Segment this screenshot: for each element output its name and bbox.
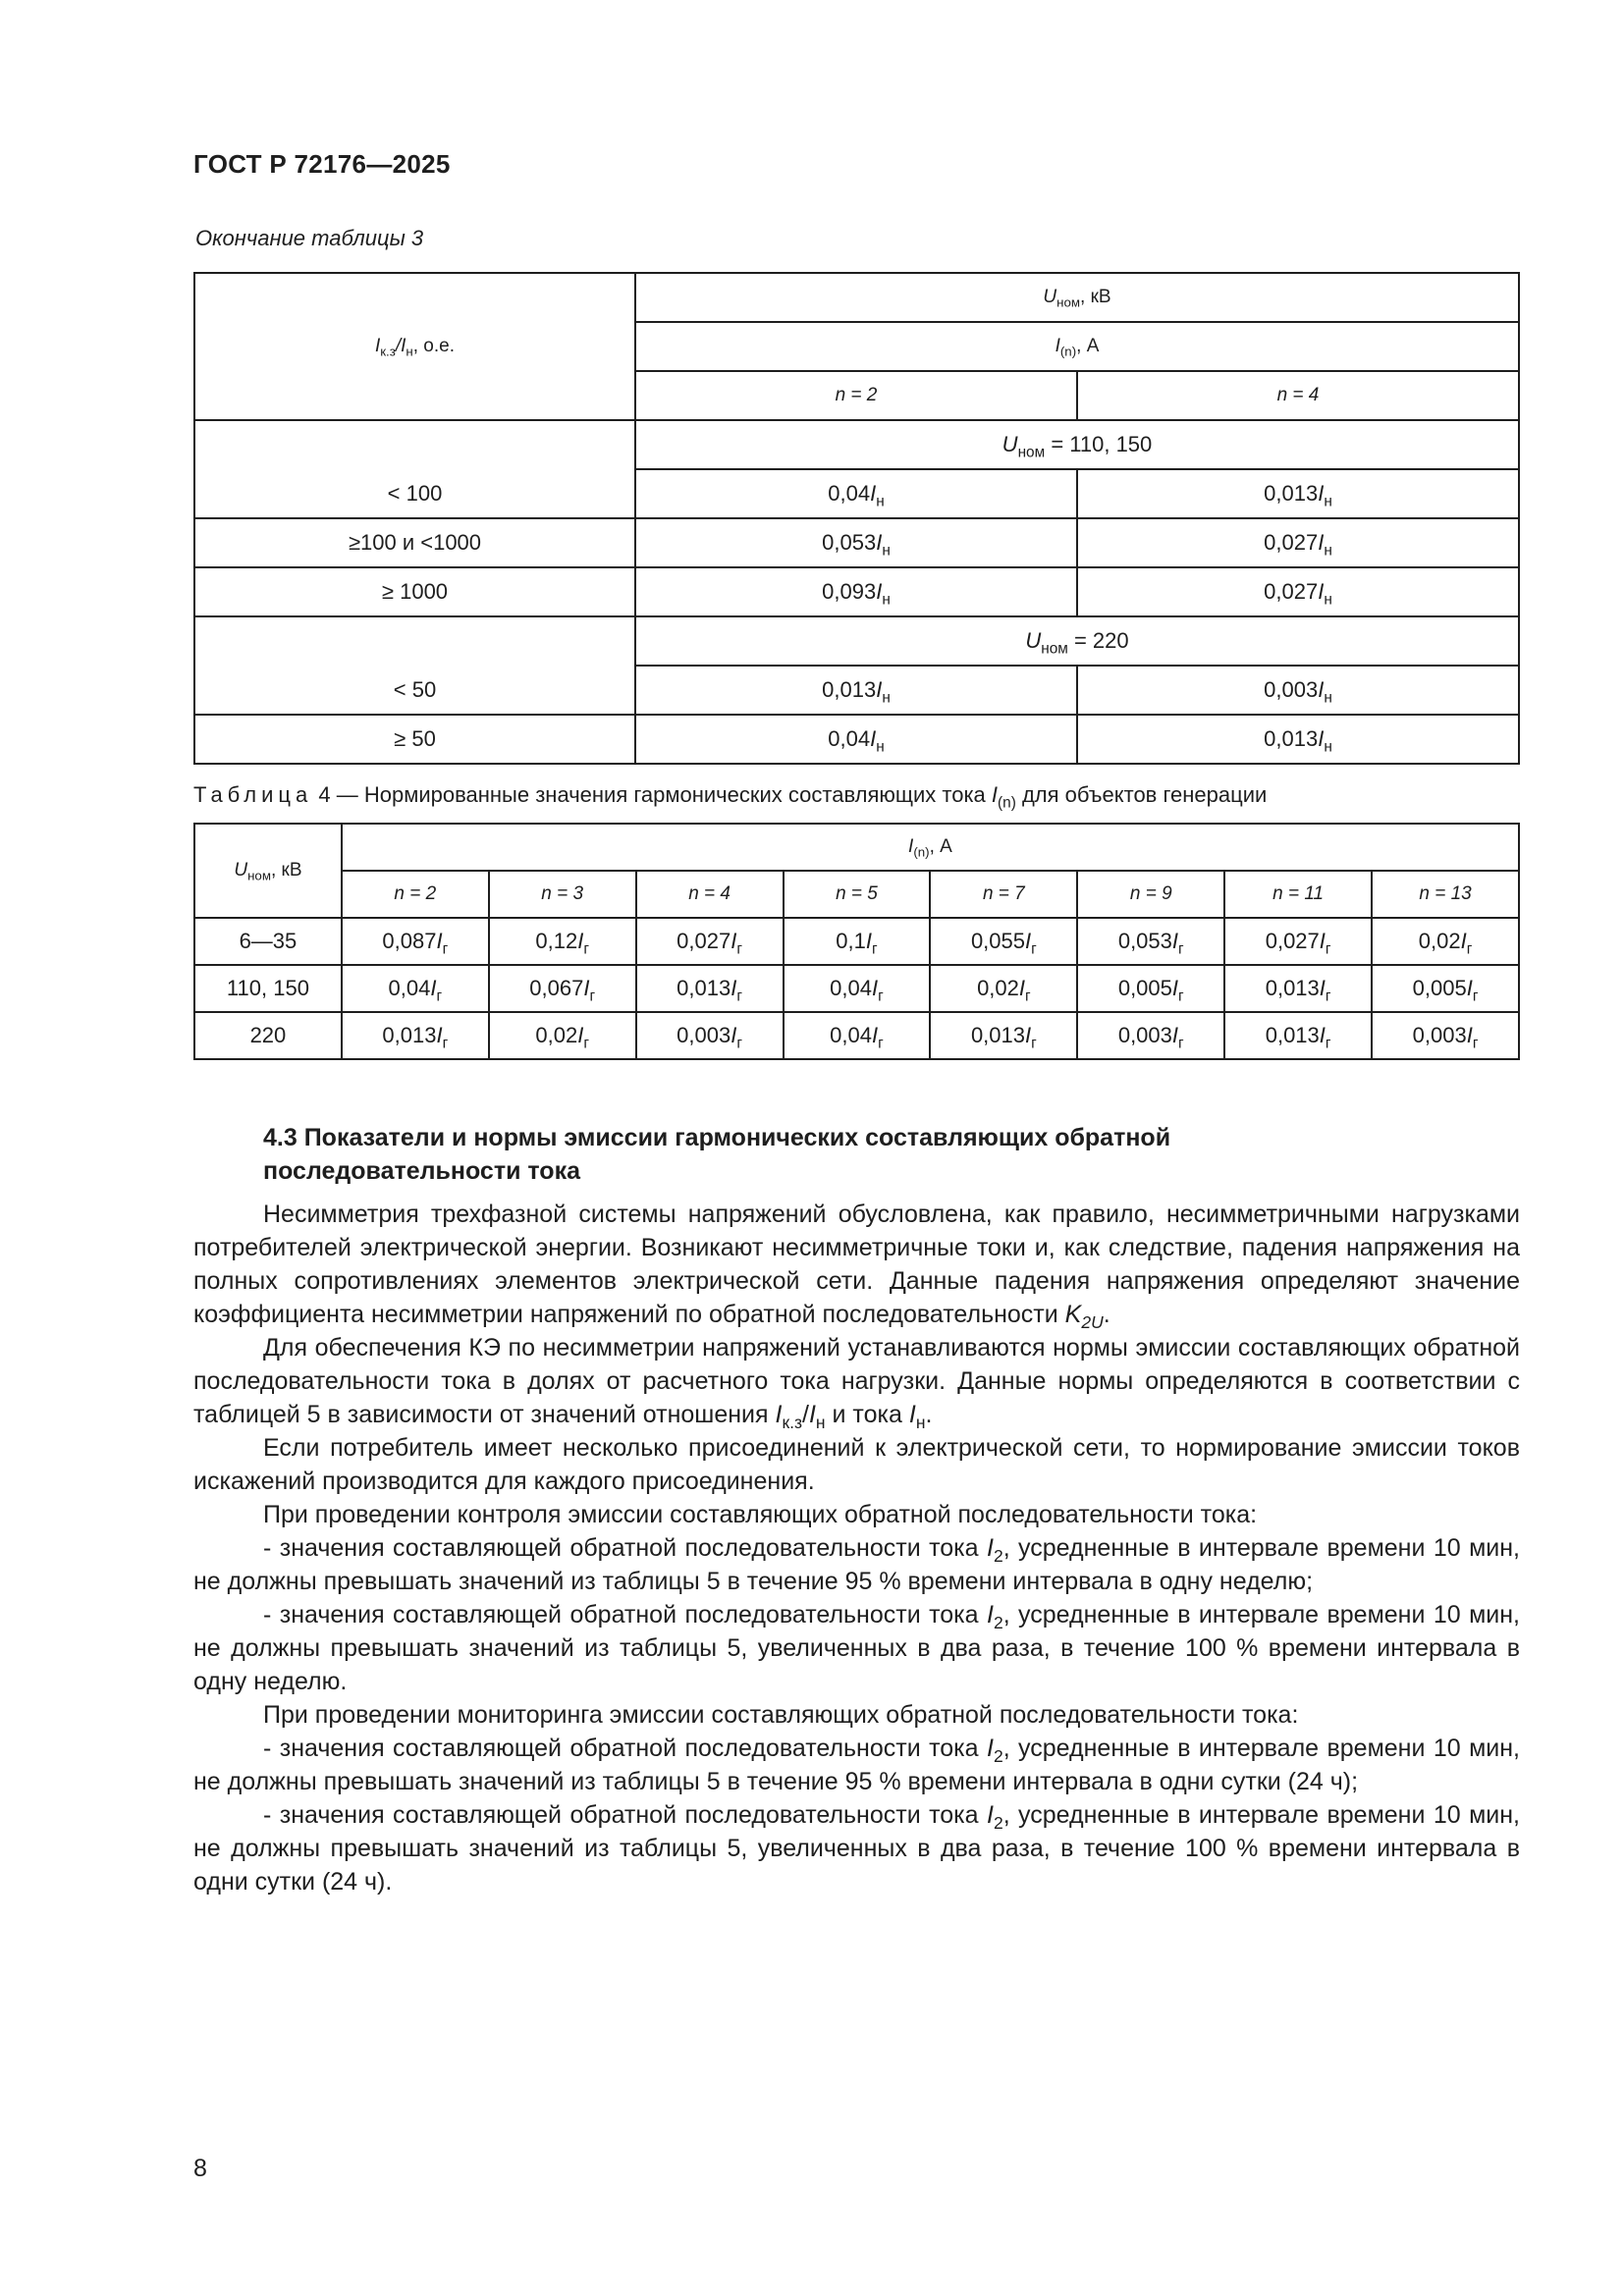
table3-continuation-caption: Окончание таблицы 3 <box>195 226 424 250</box>
table4-in-header: $I_{(n)}$, А <box>342 824 1519 871</box>
table-row: ≥100 и <1000 $0,053I_н$ $0,027I_н$ <box>194 518 1519 567</box>
table3 <box>193 272 1520 765</box>
table4-value-cell: $0,027I_г$ <box>1224 918 1372 965</box>
table3-blank-cell <box>194 616 635 666</box>
table4-value-cell: $0,1I_г$ <box>784 918 931 965</box>
table4-n-header: n = 11 <box>1224 871 1372 918</box>
table-row <box>194 1012 1519 1059</box>
table4-value-cell: $0,003I_г$ <box>1077 1012 1224 1059</box>
table-row <box>194 918 1519 965</box>
paragraph: При проведении мониторинга эмиссии составляющих обратной последовательности тока: <box>263 1701 1299 1729</box>
paragraph: Для обеспечения КЭ по несимметрии напряжений устанавливаются нормы эмиссии составляющих обратной последовательности тока в долях от расчетного тока нагрузки. Данные нормы определяются в соответствии с таблицей 5 в зависимости от значений отношения $I_{к.з}/I_н$ и тока $I_н$. <box>193 1334 1520 1433</box>
table4-n-header: n = 9 <box>1077 871 1224 918</box>
table4-value-cell: $0,087I_г$ <box>342 918 489 965</box>
table-row <box>194 965 1519 1012</box>
paragraph: При проведении контроля эмиссии составляющих обратной последовательности тока: <box>263 1501 1258 1528</box>
table4-unom-cell: 110, 150 <box>194 965 342 1012</box>
table3-ratio-header: $I_{к.з}/I_н$, о.е. <box>194 273 635 420</box>
table4-n-header-row <box>194 871 1519 918</box>
table4-value-cell: $0,013I_г$ <box>1224 1012 1372 1059</box>
table4 <box>193 823 1520 1060</box>
table4-unom-header: $U_{ном}$, кВ <box>194 824 342 918</box>
list-item: - значения составляющей обратной последовательности тока $I_2$, усредненные в интервале времени 10 мин, не должны превышать значений из таблицы 5, увеличенных в два раза, в течение 100 % времени интервала в одни сутки (24 ч). <box>193 1801 1521 1896</box>
table4-n-header: n = 7 <box>930 871 1077 918</box>
section-body <box>193 1198 1520 1898</box>
table4-n-header: n = 3 <box>489 871 636 918</box>
section-heading: 4.3 Показатели и нормы эмиссии гармонических составляющих обратной последовательности тока <box>263 1124 1171 1185</box>
table4-value-cell: $0,027I_г$ <box>636 918 784 965</box>
table3-group2-header: $U_{ном} = 220$ <box>635 616 1519 666</box>
table4-value-cell: $0,013I_г$ <box>342 1012 489 1059</box>
table4-value-cell: $0,013I_г$ <box>1224 965 1372 1012</box>
table4-value-cell: $0,02I_г$ <box>489 1012 636 1059</box>
table4-value-cell: $0,003I_г$ <box>636 1012 784 1059</box>
table4-value-cell: $0,003I_г$ <box>1372 1012 1519 1059</box>
paragraph: Если потребитель имеет несколько присоединений к электрической сети, то нормирование эмиссии токов искажений производится для каждого присоединения. <box>193 1434 1520 1495</box>
table3-n2-header: n = 2 <box>635 371 1077 420</box>
table-row: ≥ 1000 $0,093I_н$ $0,027I_н$ <box>194 567 1519 616</box>
list-item: - значения составляющей обратной последовательности тока $I_2$, усредненные в интервале времени 10 мин, не должны превышать значений из таблицы 5 в течение 95 % времени интервала в одну неделю; <box>193 1534 1521 1595</box>
table4-unom-cell: 220 <box>194 1012 342 1059</box>
table3-unom-header: $U_{ном}$, кВ <box>635 273 1519 322</box>
table-row: < 100 $0,04I_н$ $0,013I_н$ <box>194 469 1519 518</box>
table4-value-cell: $0,005I_г$ <box>1372 965 1519 1012</box>
list-item: - значения составляющей обратной последовательности тока $I_2$, усредненные в интервале времени 10 мин, не должны превышать значений из таблицы 5, увеличенных в два раза, в течение 100 % времени интервала в одну неделю. <box>193 1601 1521 1695</box>
list-item: - значения составляющей обратной последовательности тока $I_2$, усредненные в интервале времени 10 мин, не должны превышать значений из таблицы 5 в течение 95 % времени интервала в одни сутки (24 ч); <box>193 1735 1521 1795</box>
table3-blank-cell <box>194 420 635 469</box>
table4-value-cell: $0,053I_г$ <box>1077 918 1224 965</box>
table4-n-header: n = 5 <box>784 871 931 918</box>
table4-value-cell: $0,013I_г$ <box>636 965 784 1012</box>
table4-n-header: n = 13 <box>1372 871 1519 918</box>
table4-value-cell: $0,005I_г$ <box>1077 965 1224 1012</box>
table3-in-header: $I_{(n)}$, А <box>635 322 1519 371</box>
table4-value-cell: $0,02I_г$ <box>1372 918 1519 965</box>
table-row: ≥ 50 $0,04I_н$ $0,013I_н$ <box>194 715 1519 764</box>
paragraph: Несимметрия трехфазной системы напряжений обусловлена, как правило, несимметричными нагрузками потребителей электрической энергии. Возникают несимметричные токи и, как следствие, падения напряжения на полных сопротивлениях элементов электрической сети. Данные падения напряжения определяют значение коэффициента несимметрии напряжений по обратной последовательности $K_{2U}$. <box>193 1201 1520 1333</box>
table4-value-cell: $0,04I_г$ <box>342 965 489 1012</box>
page-number: 8 <box>193 2155 207 2182</box>
table-row: < 50 $0,013I_н$ $0,003I_н$ <box>194 666 1519 715</box>
table4-value-cell: $0,013I_г$ <box>930 1012 1077 1059</box>
table4-n-header: n = 4 <box>636 871 784 918</box>
table3-n4-header: n = 4 <box>1077 371 1519 420</box>
table4-value-cell: $0,02I_г$ <box>930 965 1077 1012</box>
table4-value-cell: $0,12I_г$ <box>489 918 636 965</box>
table4-value-cell: $0,04I_г$ <box>784 1012 931 1059</box>
table4-unom-cell: 6—35 <box>194 918 342 965</box>
table4-value-cell: $0,04I_г$ <box>784 965 931 1012</box>
document-header: ГОСТ Р 72176—2025 <box>193 149 451 179</box>
table3-group1-header: $U_{ном} = 110$, 150 <box>635 420 1519 469</box>
table4-title: Таблица 4 — Нормированные значения гармонических составляющих тока $I_{(n)}$ для объектов генерации <box>193 782 1268 812</box>
table4-value-cell: $0,067I_г$ <box>489 965 636 1012</box>
table4-value-cell: $0,055I_г$ <box>930 918 1077 965</box>
table4-n-header: n = 2 <box>342 871 489 918</box>
